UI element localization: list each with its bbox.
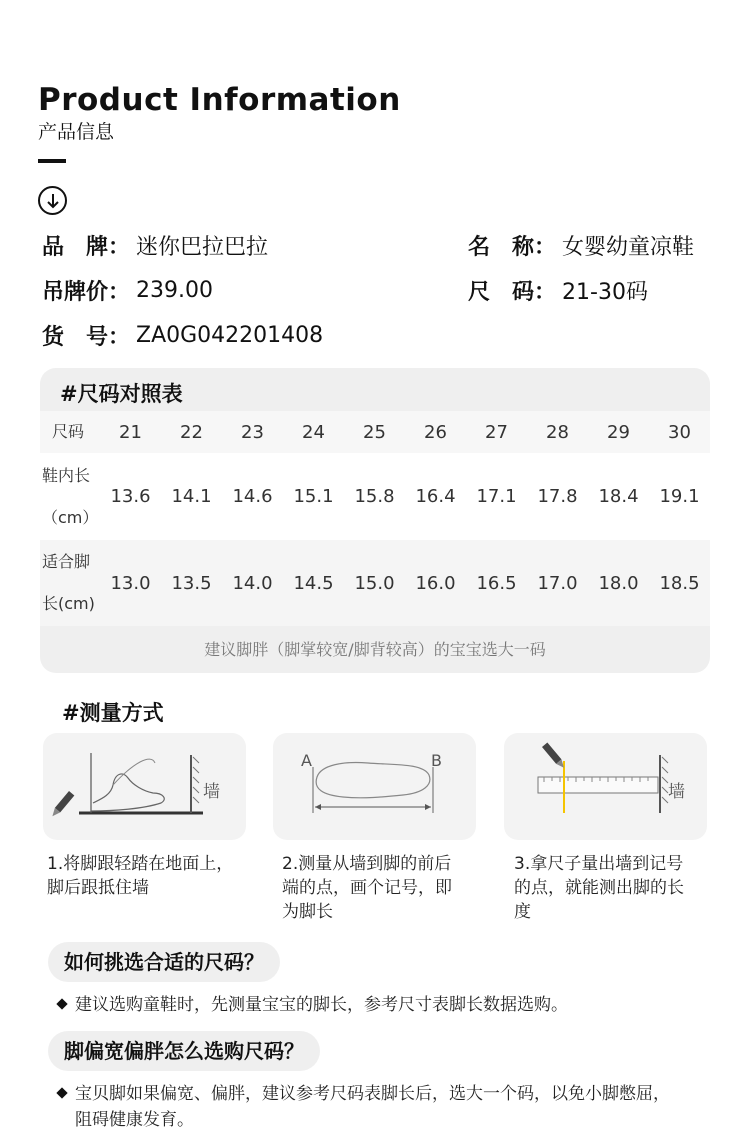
size-header-label: 尺码 [52, 422, 85, 441]
foot-length-cell: 13.5 [171, 572, 212, 594]
size-cell: 28 [546, 421, 569, 443]
size-table [40, 411, 710, 626]
inner-length-cell: 13.6 [110, 486, 151, 507]
bullet-icon [56, 1087, 67, 1098]
page-title-en: Product Information [38, 82, 401, 118]
price-value: 239.00 [136, 278, 213, 303]
size-cell: 27 [485, 421, 508, 443]
info-name [468, 230, 694, 261]
wall-label-2: 墙 [668, 782, 685, 802]
info-size [468, 275, 648, 306]
wall-label: 墙 [203, 782, 220, 802]
inner-length-cell: 19.1 [659, 486, 700, 507]
foot-length-label [40, 541, 100, 625]
size-cell: 24 [302, 421, 325, 443]
measure-title: #测量方式 [62, 701, 164, 725]
size-chart-title: #尺码对照表 [60, 382, 183, 406]
footprint-measure-icon [273, 733, 476, 840]
foot-length-cell: 13.0 [110, 572, 151, 594]
faq-question-1: 如何挑选合适的尺码？ [48, 942, 280, 982]
name-label: 名 称： [468, 235, 557, 260]
foot-length-row [40, 540, 710, 626]
size-chart-card [40, 368, 710, 673]
size-label: 尺 码： [468, 280, 557, 305]
faq-question-2: 脚偏宽偏胖怎么选购尺码？ [48, 1031, 320, 1071]
foot-length-cell: 16.0 [415, 572, 456, 594]
size-cell: 26 [424, 421, 447, 443]
size-cell: 22 [180, 421, 203, 443]
inner-length-cell: 15.1 [293, 486, 334, 507]
faq-answer-2-line2: 阻碍健康发育。 [75, 1110, 194, 1130]
measure-step-2: 2.测量从墙到脚的前后端的点，画个记号，即为脚长 [282, 854, 452, 922]
sku-value: ZA0G042201408 [136, 323, 324, 348]
inner-length-label-a: 鞋内长 [42, 465, 91, 485]
foot-length-cell: 14.5 [293, 572, 334, 594]
price-label: 吊牌价： [42, 280, 131, 305]
size-cell: 29 [607, 421, 630, 443]
sku-label: 货 号： [42, 325, 131, 350]
info-price [42, 275, 213, 306]
foot-length-cell: 18.0 [598, 572, 639, 594]
inner-length-label-b: （cm） [42, 507, 99, 527]
foot-length-cell: 15.0 [354, 572, 395, 594]
point-a-label: A [301, 751, 312, 770]
foot-length-cell: 16.5 [476, 572, 517, 594]
foot-length-cell: 18.5 [659, 572, 700, 594]
size-cell: 30 [668, 421, 691, 443]
brand-label: 品 牌： [42, 235, 131, 260]
faq-answer-1 [58, 992, 568, 1018]
inner-length-cell: 17.1 [476, 486, 517, 507]
inner-length-label [40, 455, 100, 539]
size-cell: 23 [241, 421, 264, 443]
inner-length-cell: 17.8 [537, 486, 578, 507]
page-title-zh: 产品信息 [38, 121, 115, 143]
brand-value: 迷你巴拉巴拉 [136, 235, 269, 260]
size-value: 21-30码 [562, 280, 648, 305]
faq-answer-2-line1: 宝贝脚如果偏宽、偏胖，建议参考尺码表脚长后，选大一个码，以免小脚憋屈， [75, 1084, 670, 1104]
inner-length-cell: 14.6 [232, 486, 273, 507]
info-sku [42, 320, 323, 351]
foot-length-label-b: 长(cm) [42, 594, 95, 613]
measure-illustration-3 [504, 733, 707, 840]
measure-step-3: 3.拿尺子量出墙到记号的点，就能测出脚的长度 [514, 854, 684, 922]
point-b-label: B [431, 751, 442, 770]
inner-length-cell: 16.4 [415, 486, 456, 507]
foot-length-cell: 14.0 [232, 572, 273, 594]
foot-length-label-a: 适合脚 [42, 552, 91, 571]
size-cell: 21 [119, 421, 142, 443]
measure-illustration-1 [43, 733, 246, 840]
inner-length-row [40, 453, 710, 540]
arrow-down-circle-icon [38, 186, 67, 215]
name-value: 女婴幼童凉鞋 [562, 235, 695, 260]
info-brand [42, 230, 268, 261]
title-underline [38, 159, 66, 163]
measure-illustration-2 [273, 733, 476, 840]
foot-length-cell: 17.0 [537, 572, 578, 594]
inner-length-cell: 15.8 [354, 486, 395, 507]
size-header-row [40, 411, 710, 453]
faq-answer-2 [58, 1081, 670, 1133]
inner-length-cell: 18.4 [598, 486, 639, 507]
bullet-icon [56, 998, 67, 1009]
size-chart-note: 建议脚胖（脚掌较宽/脚背较高）的宝宝选大一码 [204, 640, 546, 659]
inner-length-cell: 14.1 [171, 486, 212, 507]
faq-answer-1-text: 建议选购童鞋时，先测量宝宝的脚长，参考尺寸表脚长数据选购。 [75, 995, 568, 1015]
measure-step-1: 1.将脚跟轻踏在地面上，脚后跟抵住墙 [47, 854, 234, 898]
size-cell: 25 [363, 421, 386, 443]
